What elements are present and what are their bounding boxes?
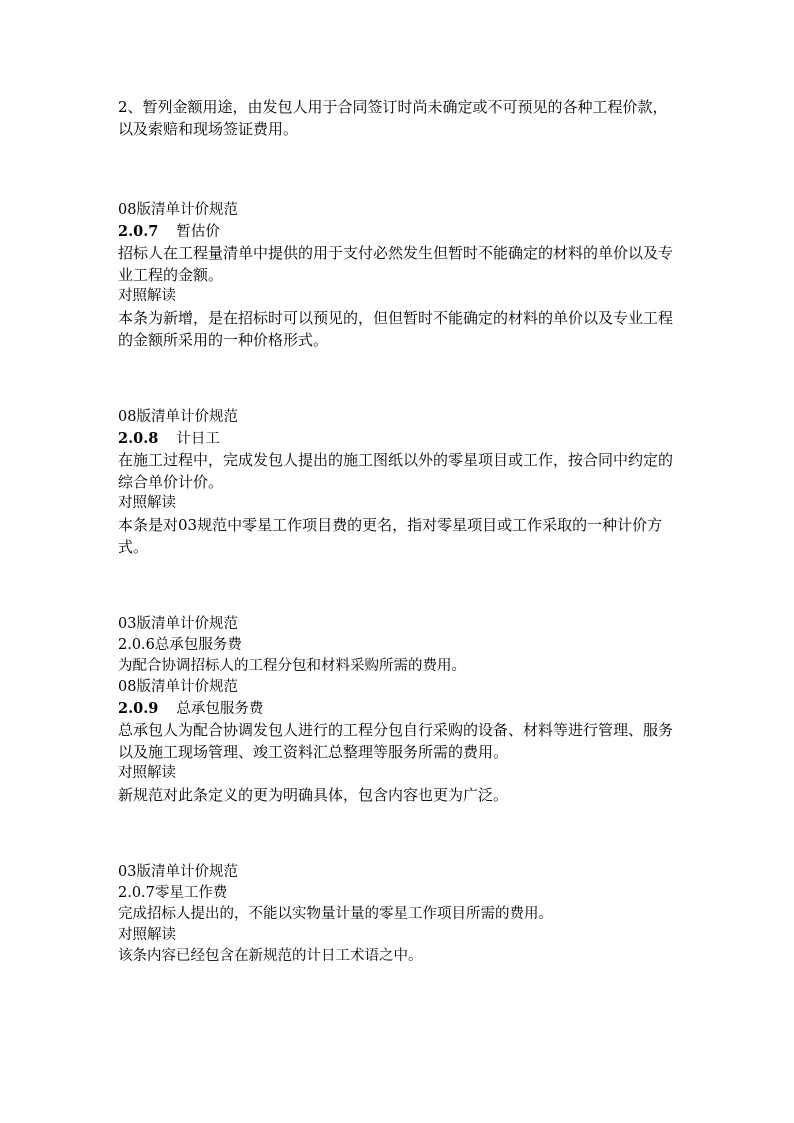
interpretation-text: 本条为新增，是在招标时可以预见的，但但暂时不能确定的材料的单价以及专业工程的金额所采用的一种价格形式。: [118, 309, 674, 349]
old-clause-definition: 完成招标人提出的，不能以实物量计量的零星工作项目所需的费用。: [118, 906, 553, 922]
spacer: [118, 351, 680, 407]
section-2-0-7: [118, 200, 680, 351]
clause-title: 计日工: [176, 431, 220, 447]
clause-heading: [118, 221, 680, 242]
old-clause-heading: 2.0.6总承包服务费: [118, 637, 242, 653]
spacer: [118, 558, 680, 614]
interpret-label: 对照解读: [118, 288, 176, 304]
old-clause-heading: 2.0.7零星工作费: [118, 885, 228, 901]
clause-heading: [118, 698, 680, 719]
clause-title: 暂估价: [176, 224, 220, 240]
old-source-heading: 03版清单计价规范: [118, 616, 238, 632]
source-heading: 08版清单计价规范: [118, 202, 238, 218]
old-clause-definition: 为配合协调招标人的工程分包和材料采购所需的费用。: [118, 658, 466, 674]
old-source-heading: 03版清单计价规范: [118, 864, 238, 880]
clause-number: 2.0.7: [118, 223, 159, 240]
section-old-2-0-7: [118, 862, 680, 967]
interpretation-text: 新规范对此条定义的更为明确具体，包含内容也更为广泛。: [118, 786, 509, 804]
interpret-label: 对照解读: [118, 495, 176, 511]
section-2-0-9: [118, 614, 680, 806]
clause-heading: [118, 428, 680, 449]
interpretation-text: 本条是对03规范中零星工作项目费的更名，指对零星项目或工作采取的一种计价方式。: [118, 516, 663, 556]
interpretation-text: 该条内容已经包含在新规范的计日工术语之中。: [118, 948, 423, 964]
intro-paragraph: 2、暂列金额用途，由发包人用于合同签订时尚未确定或不可预见的各种工程价款，以及索赔和现场签证费用。: [118, 98, 668, 138]
clause-number: 2.0.9: [118, 700, 159, 717]
interpret-label: 对照解读: [118, 927, 176, 943]
interpret-label: 对照解读: [118, 765, 176, 781]
document-page: [118, 96, 680, 967]
source-heading: 08版清单计价规范: [118, 409, 238, 425]
spacer: [118, 806, 680, 862]
spacer: [118, 140, 680, 200]
clause-definition: 在施工过程中，完成发包人提出的施工图纸以外的零星项目或工作，按合同中约定的综合单价计价。: [118, 451, 674, 491]
clause-definition: 总承包人为配合协调发包人进行的工程分包自行采购的设备、材料等进行管理、服务以及施工现场管理、竣工资料汇总整理等服务所需的费用。: [118, 721, 674, 761]
section-2-0-8: [118, 407, 680, 558]
clause-definition: 招标人在工程量清单中提供的用于支付必然发生但暂时不能确定的材料的单价以及专业工程的金额。: [118, 244, 674, 284]
source-heading: 08版清单计价规范: [118, 679, 238, 695]
clause-title: 总承包服务费: [176, 701, 264, 717]
clause-number: 2.0.8: [118, 430, 159, 447]
